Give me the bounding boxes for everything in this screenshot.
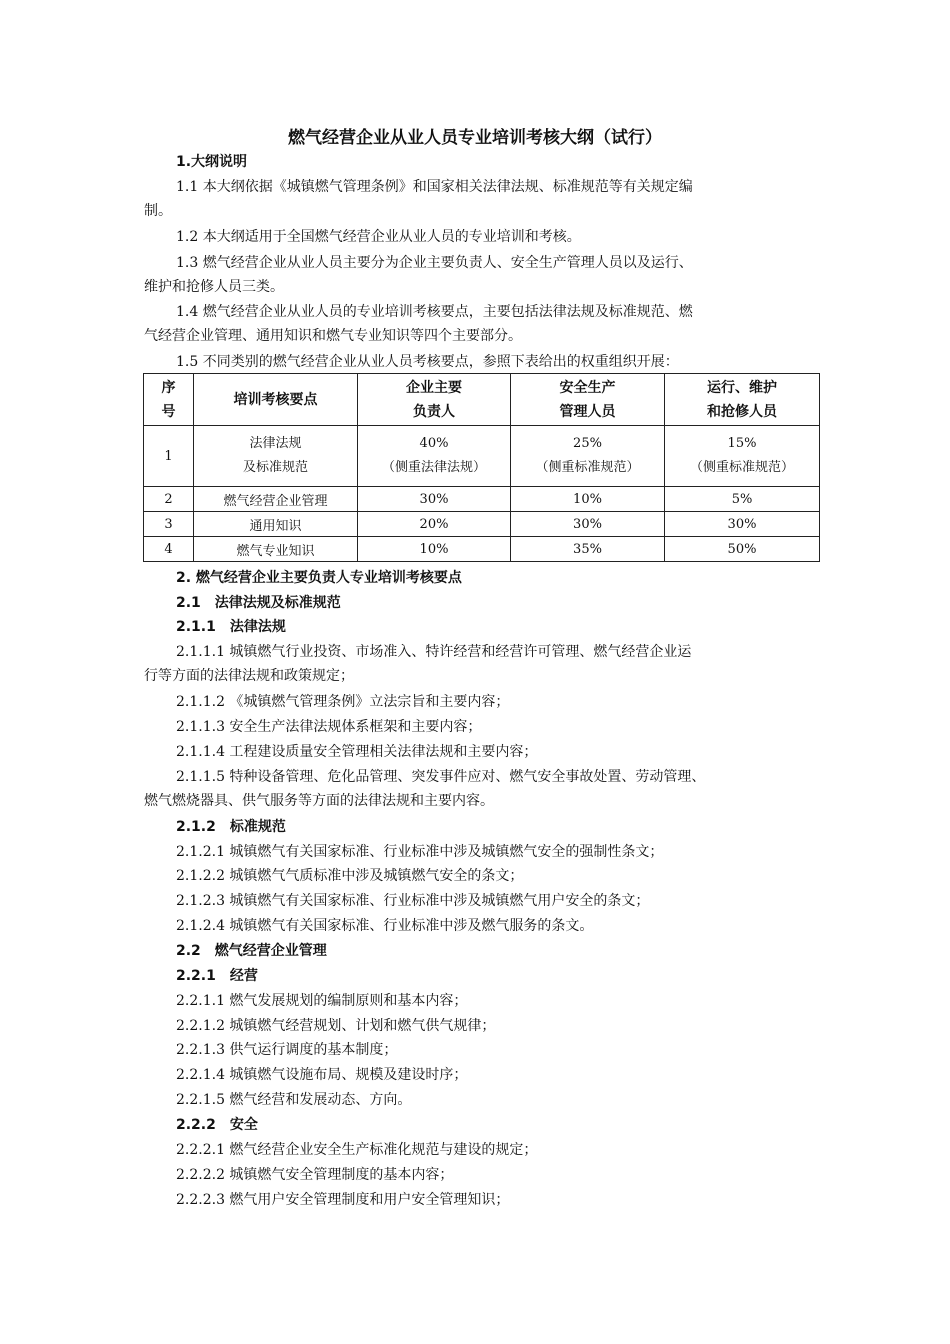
header-operator: 运行、维护 和抢修人员	[665, 374, 820, 426]
paragraph-2-2-1-1: 2.2.1.1 燃气发展规划的编制原则和基本内容；	[176, 993, 468, 1009]
row-weight-principal: 10%	[358, 537, 511, 562]
paragraph-2-1-1-4: 2.1.1.4 工程建设质量安全管理相关法律法规和主要内容；	[176, 744, 538, 760]
paragraph-2-1-2-3: 2.1.2.3 城镇燃气有关国家标准、行业标准中涉及城镇燃气用户安全的条文；	[176, 893, 650, 909]
paragraph-2-2-2-2: 2.2.2.2 城镇燃气安全管理制度的基本内容；	[176, 1167, 454, 1183]
row-weight-safety-manager: 25% （侧重标准规范）	[511, 426, 665, 487]
heading-2-1-1: 2.1.1 法律法规	[176, 619, 286, 635]
paragraph-1-2: 1.2 本大纲适用于全国燃气经营企业从业人员的专业培训和考核。	[176, 229, 581, 245]
row-weight-operator: 50%	[665, 537, 820, 562]
section-2-heading: 2. 燃气经营企业主要负责人专业培训考核要点	[176, 570, 462, 586]
paragraph-2-1-2-1: 2.1.2.1 城镇燃气有关国家标准、行业标准中涉及城镇燃气安全的强制性条文；	[176, 844, 664, 860]
heading-2-2: 2.2 燃气经营企业管理	[176, 943, 327, 959]
row-topic: 通用知识	[194, 512, 358, 537]
row-weight-safety-manager: 10%	[511, 487, 665, 512]
paragraph-1-1-cont: 制。	[144, 203, 172, 219]
paragraph-1-5: 1.5 不同类别的燃气经营企业从业人员考核要点，参照下表给出的权重组织开展：	[176, 354, 679, 370]
header-topic: 培训考核要点	[194, 374, 358, 426]
paragraph-1-3: 1.3 燃气经营企业从业人员主要分为企业主要负责人、安全生产管理人员以及运行、	[176, 255, 693, 271]
row-weight-principal: 20%	[358, 512, 511, 537]
heading-2-1: 2.1 法律法规及标准规范	[176, 595, 341, 611]
header-principal: 企业主要 负责人	[358, 374, 511, 426]
row-topic: 燃气专业知识	[194, 537, 358, 562]
document-title: 燃气经营企业从业人员专业培训考核大纲（试行）	[288, 128, 662, 148]
paragraph-2-1-1-5: 2.1.1.5 特种设备管理、危化品管理、突发事件应对、燃气安全事故处置、劳动管理、	[176, 769, 706, 785]
row-topic: 法律法规 及标准规范	[194, 426, 358, 487]
row-no: 4	[144, 537, 194, 562]
paragraph-1-4-cont: 气经营企业管理、通用知识和燃气专业知识等四个主要部分。	[144, 328, 522, 344]
header-no: 序 号	[144, 374, 194, 426]
row-weight-safety-manager: 35%	[511, 537, 665, 562]
row-no: 2	[144, 487, 194, 512]
paragraph-2-2-2-1: 2.2.2.1 燃气经营企业安全生产标准化规范与建设的规定；	[176, 1142, 538, 1158]
row-weight-safety-manager: 30%	[511, 512, 665, 537]
paragraph-2-2-1-2: 2.2.1.2 城镇燃气经营规划、计划和燃气供气规律；	[176, 1018, 496, 1034]
paragraph-1-3-cont: 维护和抢修人员三类。	[144, 279, 284, 295]
row-no: 3	[144, 512, 194, 537]
heading-2-2-2: 2.2.2 安全	[176, 1117, 258, 1133]
row-weight-operator: 5%	[665, 487, 820, 512]
weight-table	[143, 373, 820, 562]
paragraph-2-1-2-2: 2.1.2.2 城镇燃气气质标准中涉及城镇燃气安全的条文；	[176, 868, 524, 884]
paragraph-1-1: 1.1 本大纲依据《城镇燃气管理条例》和国家相关法律法规、标准规范等有关规定编	[176, 179, 693, 195]
paragraph-1-4: 1.4 燃气经营企业从业人员的专业培训考核要点，主要包括法律法规及标准规范、燃	[176, 304, 693, 320]
paragraph-2-2-2-3: 2.2.2.3 燃气用户安全管理制度和用户安全管理知识；	[176, 1192, 510, 1208]
table-row	[144, 487, 820, 512]
row-weight-principal: 40% （侧重法律法规）	[358, 426, 511, 487]
paragraph-2-2-1-5: 2.2.1.5 燃气经营和发展动态、方向。	[176, 1092, 412, 1108]
paragraph-2-1-1-1-cont: 行等方面的法律法规和政策规定；	[144, 668, 354, 684]
paragraph-2-1-1-2: 2.1.1.2 《城镇燃气管理条例》立法宗旨和主要内容；	[176, 694, 510, 710]
table-row	[144, 537, 820, 562]
header-safety-manager: 安全生产 管理人员	[511, 374, 665, 426]
row-topic: 燃气经营企业管理	[194, 487, 358, 512]
row-weight-principal: 30%	[358, 487, 511, 512]
heading-2-1-2: 2.1.2 标准规范	[176, 819, 286, 835]
paragraph-2-2-1-3: 2.2.1.3 供气运行调度的基本制度；	[176, 1042, 398, 1058]
paragraph-2-2-1-4: 2.2.1.4 城镇燃气设施布局、规模及建设时序；	[176, 1067, 468, 1083]
row-no: 1	[144, 426, 194, 487]
paragraph-2-1-1-3: 2.1.1.3 安全生产法律法规体系框架和主要内容；	[176, 719, 482, 735]
row-weight-operator: 30%	[665, 512, 820, 537]
heading-2-2-1: 2.2.1 经营	[176, 968, 258, 984]
table-header-row	[144, 374, 820, 426]
table-row	[144, 512, 820, 537]
row-weight-operator: 15% （侧重标准规范）	[665, 426, 820, 487]
paragraph-2-1-2-4: 2.1.2.4 城镇燃气有关国家标准、行业标准中涉及燃气服务的条文。	[176, 918, 594, 934]
section-1-heading: 1.大纲说明	[176, 154, 248, 170]
paragraph-2-1-1-5-cont: 燃气燃烧器具、供气服务等方面的法律法规和主要内容。	[144, 793, 494, 809]
table-row	[144, 426, 820, 487]
paragraph-2-1-1-1: 2.1.1.1 城镇燃气行业投资、市场准入、特许经营和经营许可管理、燃气经营企业运	[176, 644, 692, 660]
